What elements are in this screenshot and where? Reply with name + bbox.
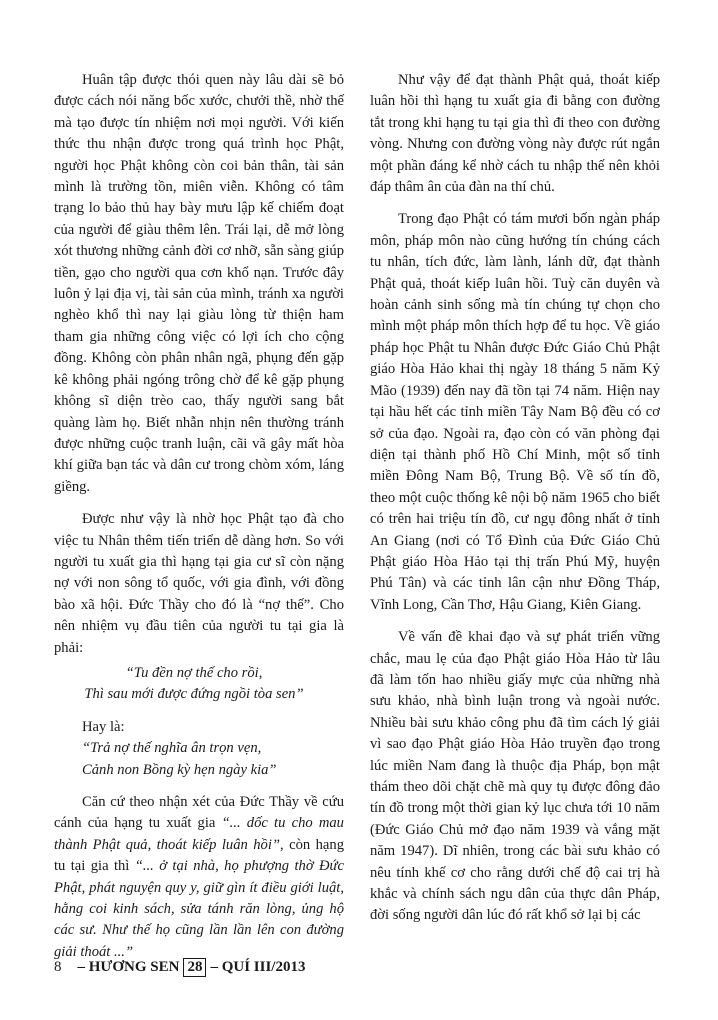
verse-2-line-1: “Trả nợ thế nghĩa ân trọn vẹn, (82, 740, 262, 757)
footer-magazine-name: – HƯƠNG SEN (77, 959, 180, 975)
verse-2 (54, 717, 344, 781)
right-paragraph-2: Trong đạo Phật có tám mươi bốn ngàn pháp môn, pháp môn nào cũng hướng tín chúng cách tu nhân, tích đức, làm lành, lánh dữ, đạt thành Phật quả, thoát kiếp luân hồi. Tuỳ căn duyên và hoàn cảnh sinh sống mà tín chúng tự chọn cho mình một pháp môn thích hợp để tu học. Về giáo pháp học Phật tu Nhân được Đức Giáo Chủ Phật giáo Hòa Hảo khai thị ngày 18 tháng 5 năm Kỷ Mão (1939) đến nay đã tồn tại 74 năm. Hiện nay tại hầu hết các tỉnh miền Tây Nam Bộ đều có cơ sở của đạo. Ngoài ra, đạo còn có văn phòng đại diện tại thành phố Hồ Chí Minh, một số tỉnh miền Đông Nam Bộ, Trung Bộ. Về số tín đồ, theo một cuộc thống kê nội bộ năm 1965 cho biết có trên hai triệu tín đồ, cư ngụ đông nhất ở tỉnh An Giang (nơi có Tổ Đình của Đức Giáo Chủ Phật giáo Hòa Hảo tại thị trấn Phú Mỹ, huyện Phú Tân) và các tỉnh lân cận như Đồng Tháp, Vĩnh Long, Cần Thơ, Hậu Giang, Kiên Giang. (370, 211, 660, 613)
page-number: 8 (54, 959, 62, 975)
page-footer (54, 958, 305, 977)
p3-text-b: , còn hạng tu tại gia thì (54, 836, 344, 875)
p3-quote-1: “... dốc tu cho mau thành Phật quả, thoát kiếp luân hồi” (54, 815, 344, 853)
p3-quote-2: “... ở tại nhà, họ phượng thờ Đức Phật, phát nguyện quy y, giữ gìn ít điều giới luật, hằng coi kinh sách, sửa tánh răn lòng, ủng hộ các sư. Như thế họ cũng lần lần lên con đường giải thoát ...” (54, 858, 344, 960)
verse-2-line-2: Cảnh non Bồng kỳ hẹn ngày kia” (82, 761, 277, 778)
left-paragraph-3 (54, 792, 344, 963)
verse-1-line-2: Thì sau mới được đứng ngồi tòa sen” (84, 686, 304, 703)
left-column (54, 70, 344, 974)
issue-number-box: 28 (183, 958, 206, 977)
left-paragraph-2: Được như vậy là nhờ học Phật tạo đà cho việc tu Nhân thêm tiến triển dễ dàng hơn. So với người tu xuất gia thì hạng tại gia cư sĩ còn nặng nợ với non sông tổ quốc, với gia đình, với đồng bào xã hội. Đức Thầy cho đó là “nợ thế”. Cho nên nhiệm vụ đầu tiên của người tu tại gia là phải: (54, 511, 344, 656)
p3-text-a: Căn cứ theo nhận xét của Đức Thầy về cứu cánh của hạng tu xuất gia (54, 794, 344, 832)
verse-1-line-1: “Tu đền nợ thế cho rồi, (125, 664, 263, 681)
right-paragraph-1: Như vậy để đạt thành Phật quả, thoát kiếp luân hồi thì hạng tu xuất gia đi bằng con đường tắt trong khi hạng tu tại gia thì đi theo con đường vòng. Nhưng con đường vòng này được rút ngắn một phần đáng kể nhờ cách tu nhập thế nên khỏi đáp thâm ân của đàn na thí chủ. (370, 72, 660, 196)
footer-quarter: – QUÍ III/2013 (210, 959, 306, 975)
verse-1 (54, 663, 344, 706)
left-paragraph-1: Huân tập được thói quen này lâu dài sẽ bỏ được cách nói năng bốc xước, chưởi thề, nhờ thế mà tạo được tín nhiệm nơi mọi người. Với kiến thức thu nhận được trong quá trình học Phật, người học Phật không còn coi bản thân, tài sản mình là trường tồn, miên viễn. Không có tâm trạng lo bảo thủ hay bày mưu lập kế chiếm đoạt của người để giàu thêm lên. Trái lại, dễ mở lòng xót thương những cảnh đời cơ nhỡ, sẵn sàng giúp tiền, gạo cho người qua cơn khổ nạn. Trước đây luôn ỷ lại địa vị, tài sản của mình, tránh xa người nghèo khổ thì nay lại giàu lòng từ thiện ham tham gia những công việc có lợi ích cho cộng đồng. Không còn phân nhân ngã, phụng đến gặp kê không phải ngóng trông chờ để kê gặp phụng không sĩ diện trèo cao, thấy người sang bắt quàng làm họ. Biết nhẫn nhịn nên thường tránh được những cuộc tranh luận, cãi vã gây mất hòa khí giữa bạn tác và dân cư trong chòm xóm, láng giềng. (54, 72, 344, 495)
right-column (370, 70, 660, 938)
right-paragraph-3: Về vấn đề khai đạo và sự phát triển vững chắc, mau lẹ của đạo Phật giáo Hòa Hảo từ lâu đã làm tốn hao nhiều giấy mực của những nhà sưu khảo, nhà bình luận trong và ngoài nước. Nhiều bài sưu khảo công phu đã tìm cách lý giải vì sao đạo Phật giáo Hòa Hảo truyền đạo trong lúc miền Nam đang là thuộc địa Pháp, bọn mật thám theo dõi chặt chẽ mà quy tụ được đông đảo tín đồ trong một thời gian kỷ lục chưa tới 10 năm (Đức Giáo Chủ mở đạo năm 1939 và vắng mặt năm 1947). Dĩ nhiên, trong các bài sưu khảo có nêu tính khế cơ cho rằng dưới chế độ cai trị hà khắc và chính sách ngu dân của thực dân Pháp, đời sống người dân lúc đó rất khổ sở lại bị các (370, 629, 660, 924)
hay-la-label: Hay là: (82, 718, 125, 735)
